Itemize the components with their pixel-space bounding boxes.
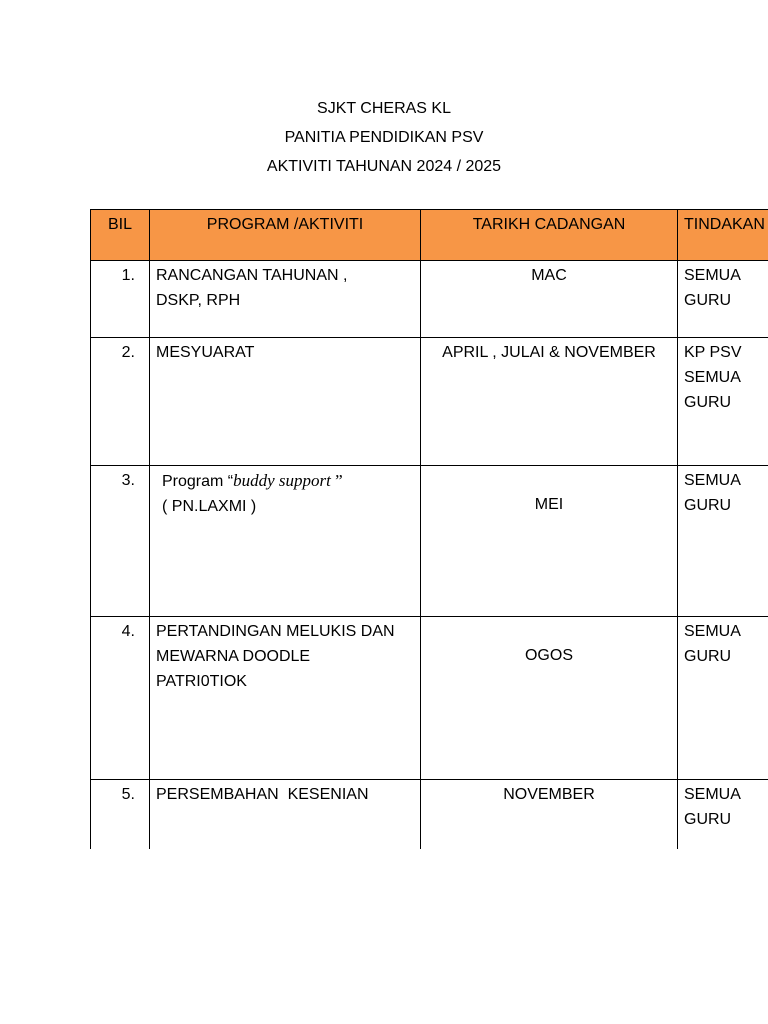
tindakan-text: SEMUA	[684, 623, 741, 640]
table-row	[91, 617, 768, 780]
document-title: AKTIVITI TAHUNAN 2024 / 2025	[266, 158, 502, 175]
column-header-tindakan: TINDAKAN	[678, 210, 768, 261]
table-header-row	[91, 210, 768, 261]
program-cell	[150, 338, 421, 466]
tindakan-text: GURU	[684, 648, 732, 665]
program-text: MEWARNA DOODLE	[156, 648, 311, 665]
tindakan-text: GURU	[684, 292, 732, 309]
row-number: 4.	[91, 617, 150, 780]
row-number: 3.	[91, 466, 150, 617]
program-text: PERSEMBAHAN KESENIAN	[156, 786, 369, 803]
program-title	[156, 468, 414, 494]
committee-name: PANITIA PENDIDIKAN PSV	[284, 129, 484, 146]
program-italic-text: buddy support	[233, 471, 331, 490]
tindakan-cell	[678, 338, 768, 466]
program-text: ( PN.LAXMI )	[162, 498, 257, 515]
document-header	[0, 94, 768, 181]
tindakan-cell	[678, 261, 768, 338]
tindakan-text: SEMUA	[684, 786, 741, 803]
tindakan-text: GURU	[684, 394, 732, 411]
program-cell	[150, 617, 421, 780]
column-header-program: PROGRAM /AKTIVITI	[150, 210, 421, 261]
program-cell	[150, 466, 421, 617]
program-suffix: ”	[330, 471, 343, 490]
school-name: SJKT CHERAS KL	[317, 100, 451, 117]
row-number: 2.	[91, 338, 150, 466]
tindakan-text: SEMUA	[684, 369, 741, 386]
tarikh-cell: NOVEMBER	[421, 780, 678, 850]
tindakan-text: GURU	[684, 497, 732, 514]
table-row	[91, 780, 768, 850]
tindakan-cell	[678, 466, 768, 617]
program-cell	[150, 261, 421, 338]
tindakan-text: SEMUA	[684, 472, 741, 489]
program-text: PERTANDINGAN MELUKIS DAN	[156, 623, 395, 640]
tindakan-cell	[678, 780, 768, 850]
tarikh-cell: OGOS	[421, 617, 678, 780]
program-prefix: Program “	[162, 473, 234, 490]
row-number: 1.	[91, 261, 150, 338]
activity-table-container	[90, 209, 768, 849]
tarikh-cell: MEI	[421, 466, 678, 617]
tarikh-cell: APRIL , JULAI & NOVEMBER	[421, 338, 678, 466]
tindakan-text: GURU	[684, 811, 732, 828]
tindakan-text: SEMUA	[684, 267, 741, 284]
tarikh-cell: MAC	[421, 261, 678, 338]
tindakan-text: KP PSV	[684, 344, 742, 361]
table-row	[91, 466, 768, 617]
program-text: DSKP, RPH	[156, 292, 241, 309]
program-text: RANCANGAN TAHUNAN ,	[156, 267, 348, 284]
activity-table	[90, 209, 768, 849]
table-row	[91, 261, 768, 338]
program-cell	[150, 780, 421, 850]
tindakan-cell	[678, 617, 768, 780]
table-row	[91, 338, 768, 466]
program-text: PATRI0TIOK	[156, 673, 247, 690]
program-text: MESYUARAT	[156, 344, 255, 361]
row-number: 5.	[91, 780, 150, 850]
column-header-tarikh: TARIKH CADANGAN	[421, 210, 678, 261]
column-header-bil: BIL	[91, 210, 150, 261]
